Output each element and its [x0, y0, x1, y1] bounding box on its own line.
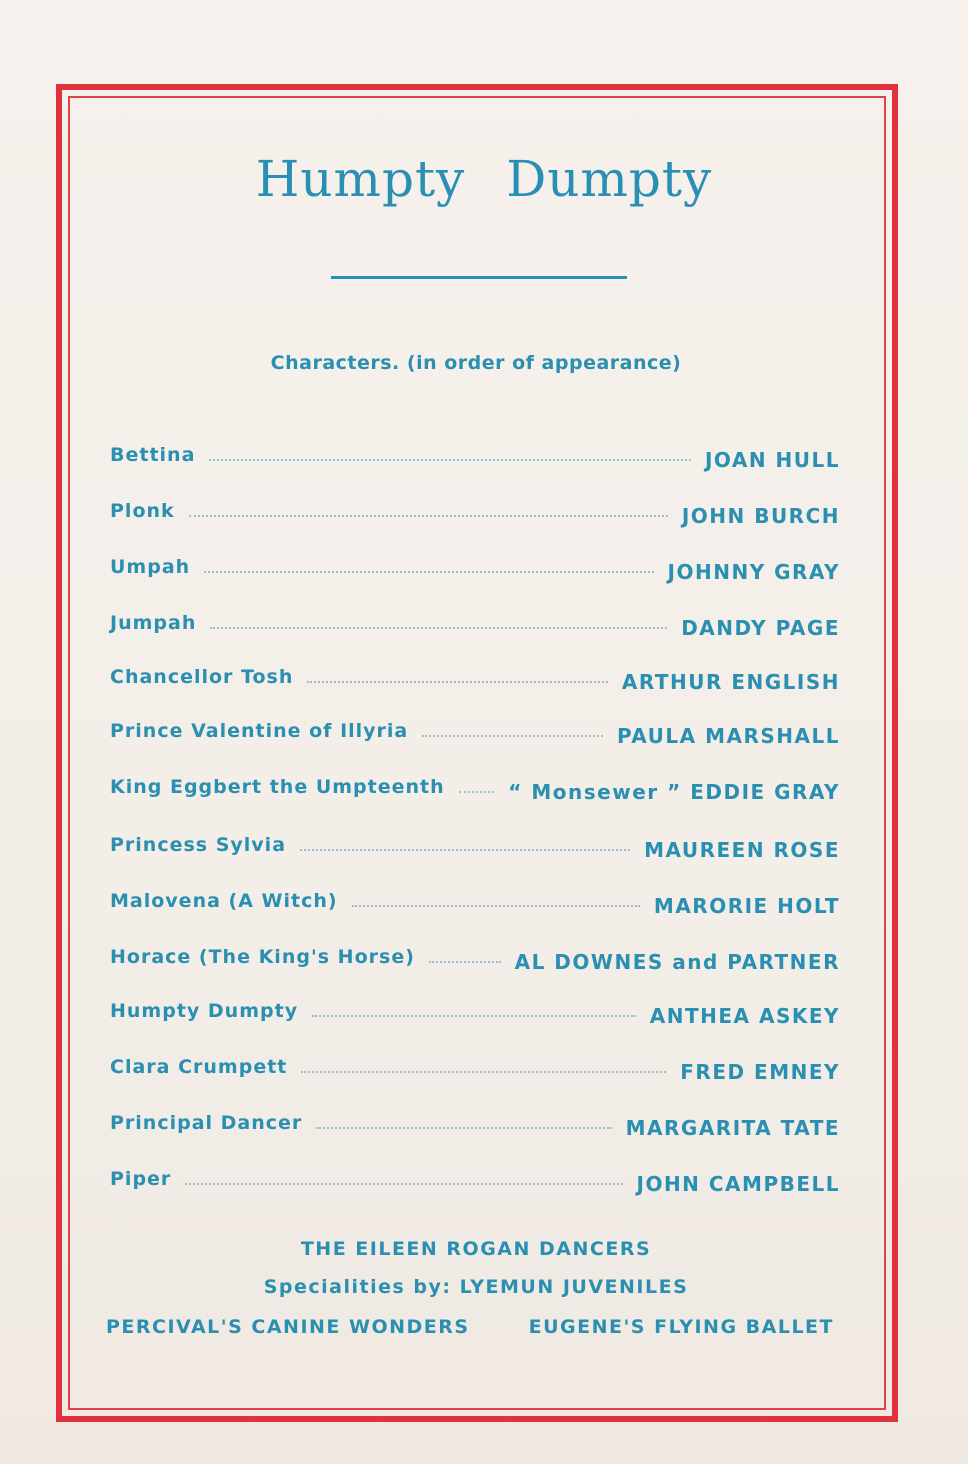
act-flying-ballet: EUGENE'S FLYING BALLET	[528, 1316, 834, 1338]
dot-leader	[429, 961, 501, 963]
dot-leader	[209, 459, 691, 461]
character-name: Prince Valentine of Illyria	[110, 720, 409, 742]
character-name: Chancellor Tosh	[110, 666, 294, 688]
cast-row	[110, 886, 840, 916]
dot-leader	[459, 791, 495, 793]
performer-name: MARORIE HOLT	[653, 894, 840, 918]
cast-row	[110, 1164, 840, 1194]
character-name: Plonk	[110, 500, 175, 522]
dot-leader	[210, 627, 667, 629]
cast-row	[110, 996, 840, 1026]
performer-name: AL DOWNES and PARTNER	[514, 950, 840, 974]
dot-leader	[312, 1015, 636, 1017]
character-name: Malovena (A Witch)	[110, 890, 338, 912]
dot-leader	[204, 571, 653, 573]
dot-leader	[307, 681, 608, 683]
cast-row	[110, 608, 840, 638]
cast-row	[110, 496, 840, 526]
dot-leader	[189, 515, 668, 517]
character-name: King Eggbert the Umpteenth	[110, 776, 445, 798]
dancers-credit: THE EILEEN ROGAN DANCERS	[300, 1238, 652, 1260]
character-name: Horace (The King's Horse)	[110, 946, 415, 968]
specialities-credit: Specialities by: LYEMUN JUVENILES	[263, 1276, 689, 1298]
dot-leader	[301, 1071, 666, 1073]
dot-leader	[316, 1127, 611, 1129]
cast-row	[110, 942, 840, 972]
performer-name: DANDY PAGE	[681, 616, 840, 640]
performer-name: MAUREEN ROSE	[644, 838, 840, 862]
performer-name: “ Monsewer ” EDDIE GRAY	[508, 780, 840, 804]
character-name: Humpty Dumpty	[110, 1000, 299, 1022]
character-name: Jumpah	[110, 612, 197, 634]
cast-row	[110, 830, 840, 860]
performer-name: PAULA MARSHALL	[616, 724, 840, 748]
cast-row	[110, 1108, 840, 1138]
performer-name: MARGARITA TATE	[625, 1116, 840, 1140]
cast-row	[110, 440, 840, 470]
performer-name: FRED EMNEY	[680, 1060, 840, 1084]
dot-leader	[300, 849, 630, 851]
performer-name: ARTHUR ENGLISH	[621, 670, 840, 694]
character-name: Princess Sylvia	[110, 834, 287, 856]
act-canine-wonders: PERCIVAL'S CANINE WONDERS	[106, 1316, 470, 1338]
character-name: Clara Crumpett	[110, 1056, 288, 1078]
character-name: Piper	[110, 1168, 172, 1190]
characters-heading: Characters. (in order of appearance)	[270, 352, 682, 374]
character-name: Bettina	[110, 444, 196, 466]
performer-name: ANTHEA ASKEY	[649, 1004, 840, 1028]
page-title: Humpty Dumpty	[255, 150, 713, 208]
performer-name: JOHN CAMPBELL	[636, 1172, 840, 1196]
performer-name: JOHNNY GRAY	[667, 560, 840, 584]
dot-leader	[185, 1183, 622, 1185]
dot-leader	[352, 905, 640, 907]
performer-name: JOHN BURCH	[681, 504, 840, 528]
cast-row	[110, 716, 840, 746]
cast-row	[110, 772, 840, 802]
cast-row	[110, 662, 840, 692]
performer-name: JOAN HULL	[704, 448, 840, 472]
cast-row	[110, 1052, 840, 1082]
specialities-acts	[106, 1316, 834, 1338]
cast-row	[110, 552, 840, 582]
dot-leader	[422, 735, 603, 737]
character-name: Principal Dancer	[110, 1112, 303, 1134]
character-name: Umpah	[110, 556, 191, 578]
